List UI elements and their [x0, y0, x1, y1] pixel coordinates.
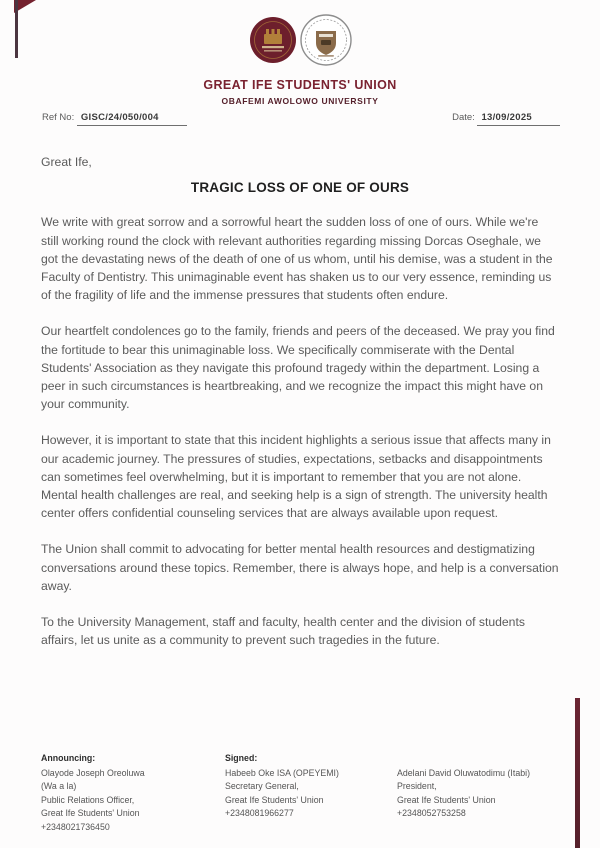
signature-block	[41, 752, 576, 834]
logo-row	[0, 14, 600, 71]
signatory-pro	[41, 752, 225, 834]
signatory-phone: +2348021736450	[41, 821, 110, 832]
signatory-org: Great Ife Students' Union	[225, 794, 324, 805]
paragraph-5: To the University Management, staff and faculty, health center and the division of students affairs, let us unite as a community to prevent such tragedies in the future.	[41, 615, 525, 648]
signatory-name: Habeeb Oke ISA (OPEYEMI)	[225, 767, 339, 778]
signatory-role: President,	[397, 781, 437, 791]
signatory-president	[397, 752, 576, 834]
signatory-heading	[397, 752, 576, 766]
paragraph-4: The Union shall commit to advocating for better mental health resources and destigmatizing conversations around these topics. Remember, there is always hope, and help is a conversation away.	[41, 542, 559, 593]
signatory-phone: +2348052753258	[397, 808, 466, 818]
ref-number	[42, 112, 187, 126]
union-crest-icon	[249, 16, 297, 69]
signatory-heading: Signed:	[225, 753, 258, 763]
signatory-role: Public Relations Officer,	[41, 794, 135, 805]
paragraph-3: However, it is important to state that this incident highlights a serious issue that affects many in our academic journey. The pressures of studies, expectations, setbacks and disappointments can sometimes feel overwhelming, but it is important to remember that you are not alone. Mental health challenges are real, and seeking help is a sign of strength. The university health center offers confidential counseling services that are always available upon request.	[41, 433, 551, 521]
signatory-secretary-general	[225, 752, 397, 834]
org-name: GREAT IFE STUDENTS' UNION	[203, 78, 397, 92]
date-value: 13/09/2025	[477, 112, 560, 126]
signatory-role: Secretary General,	[225, 781, 299, 791]
ref-value: GISC/24/050/004	[77, 112, 187, 126]
letter-body	[41, 153, 559, 667]
signatory-alias: (Wa a la)	[41, 781, 77, 791]
paragraph-1: We write with great sorrow and a sorrowful heart the sudden loss of one of ours. While we're still working round the clock with relevant authorities regarding missing Dorcas Oseghale, we got the devastating news of the death of one of us whom, until his demise, was a student in the Faculty of Dentistry. This unimaginable event has shaken us to our very essence, reminding us of the fragility of life and the immense pressures that students often endure.	[41, 215, 553, 303]
signatory-name: Adelani David Oluwatodimu (Itabi)	[397, 767, 530, 778]
university-seal-icon	[300, 14, 352, 71]
letterhead	[0, 14, 600, 106]
signatory-org: Great Ife Students' Union	[41, 808, 140, 818]
letter-date	[452, 112, 560, 126]
signatory-phone: +2348081966277	[225, 808, 294, 818]
paragraph-2: Our heartfelt condolences go to the family, friends and peers of the deceased. We pray you find the fortitude to bear this unimaginable loss. We specifically commiserate with the Dental Students' Association as they navigate this profound tragedy within the department. Losing a peer in such circumstances is heartbreaking, and we recognize the impact this might have on your community.	[41, 324, 555, 412]
signatory-name: Olayode Joseph Oreoluwa	[41, 767, 145, 778]
ref-label: Ref No:	[42, 112, 75, 123]
date-label: Date:	[452, 112, 475, 123]
signatory-heading: Announcing:	[41, 753, 96, 763]
signatory-org: Great Ife Students' Union	[397, 794, 496, 805]
university-name: OBAFEMI AWOLOWO UNIVERSITY	[221, 96, 379, 106]
salutation: Great Ife,	[41, 155, 92, 169]
letter-title: TRAGIC LOSS OF ONE OF OURS	[190, 180, 410, 196]
meta-row	[42, 112, 560, 126]
